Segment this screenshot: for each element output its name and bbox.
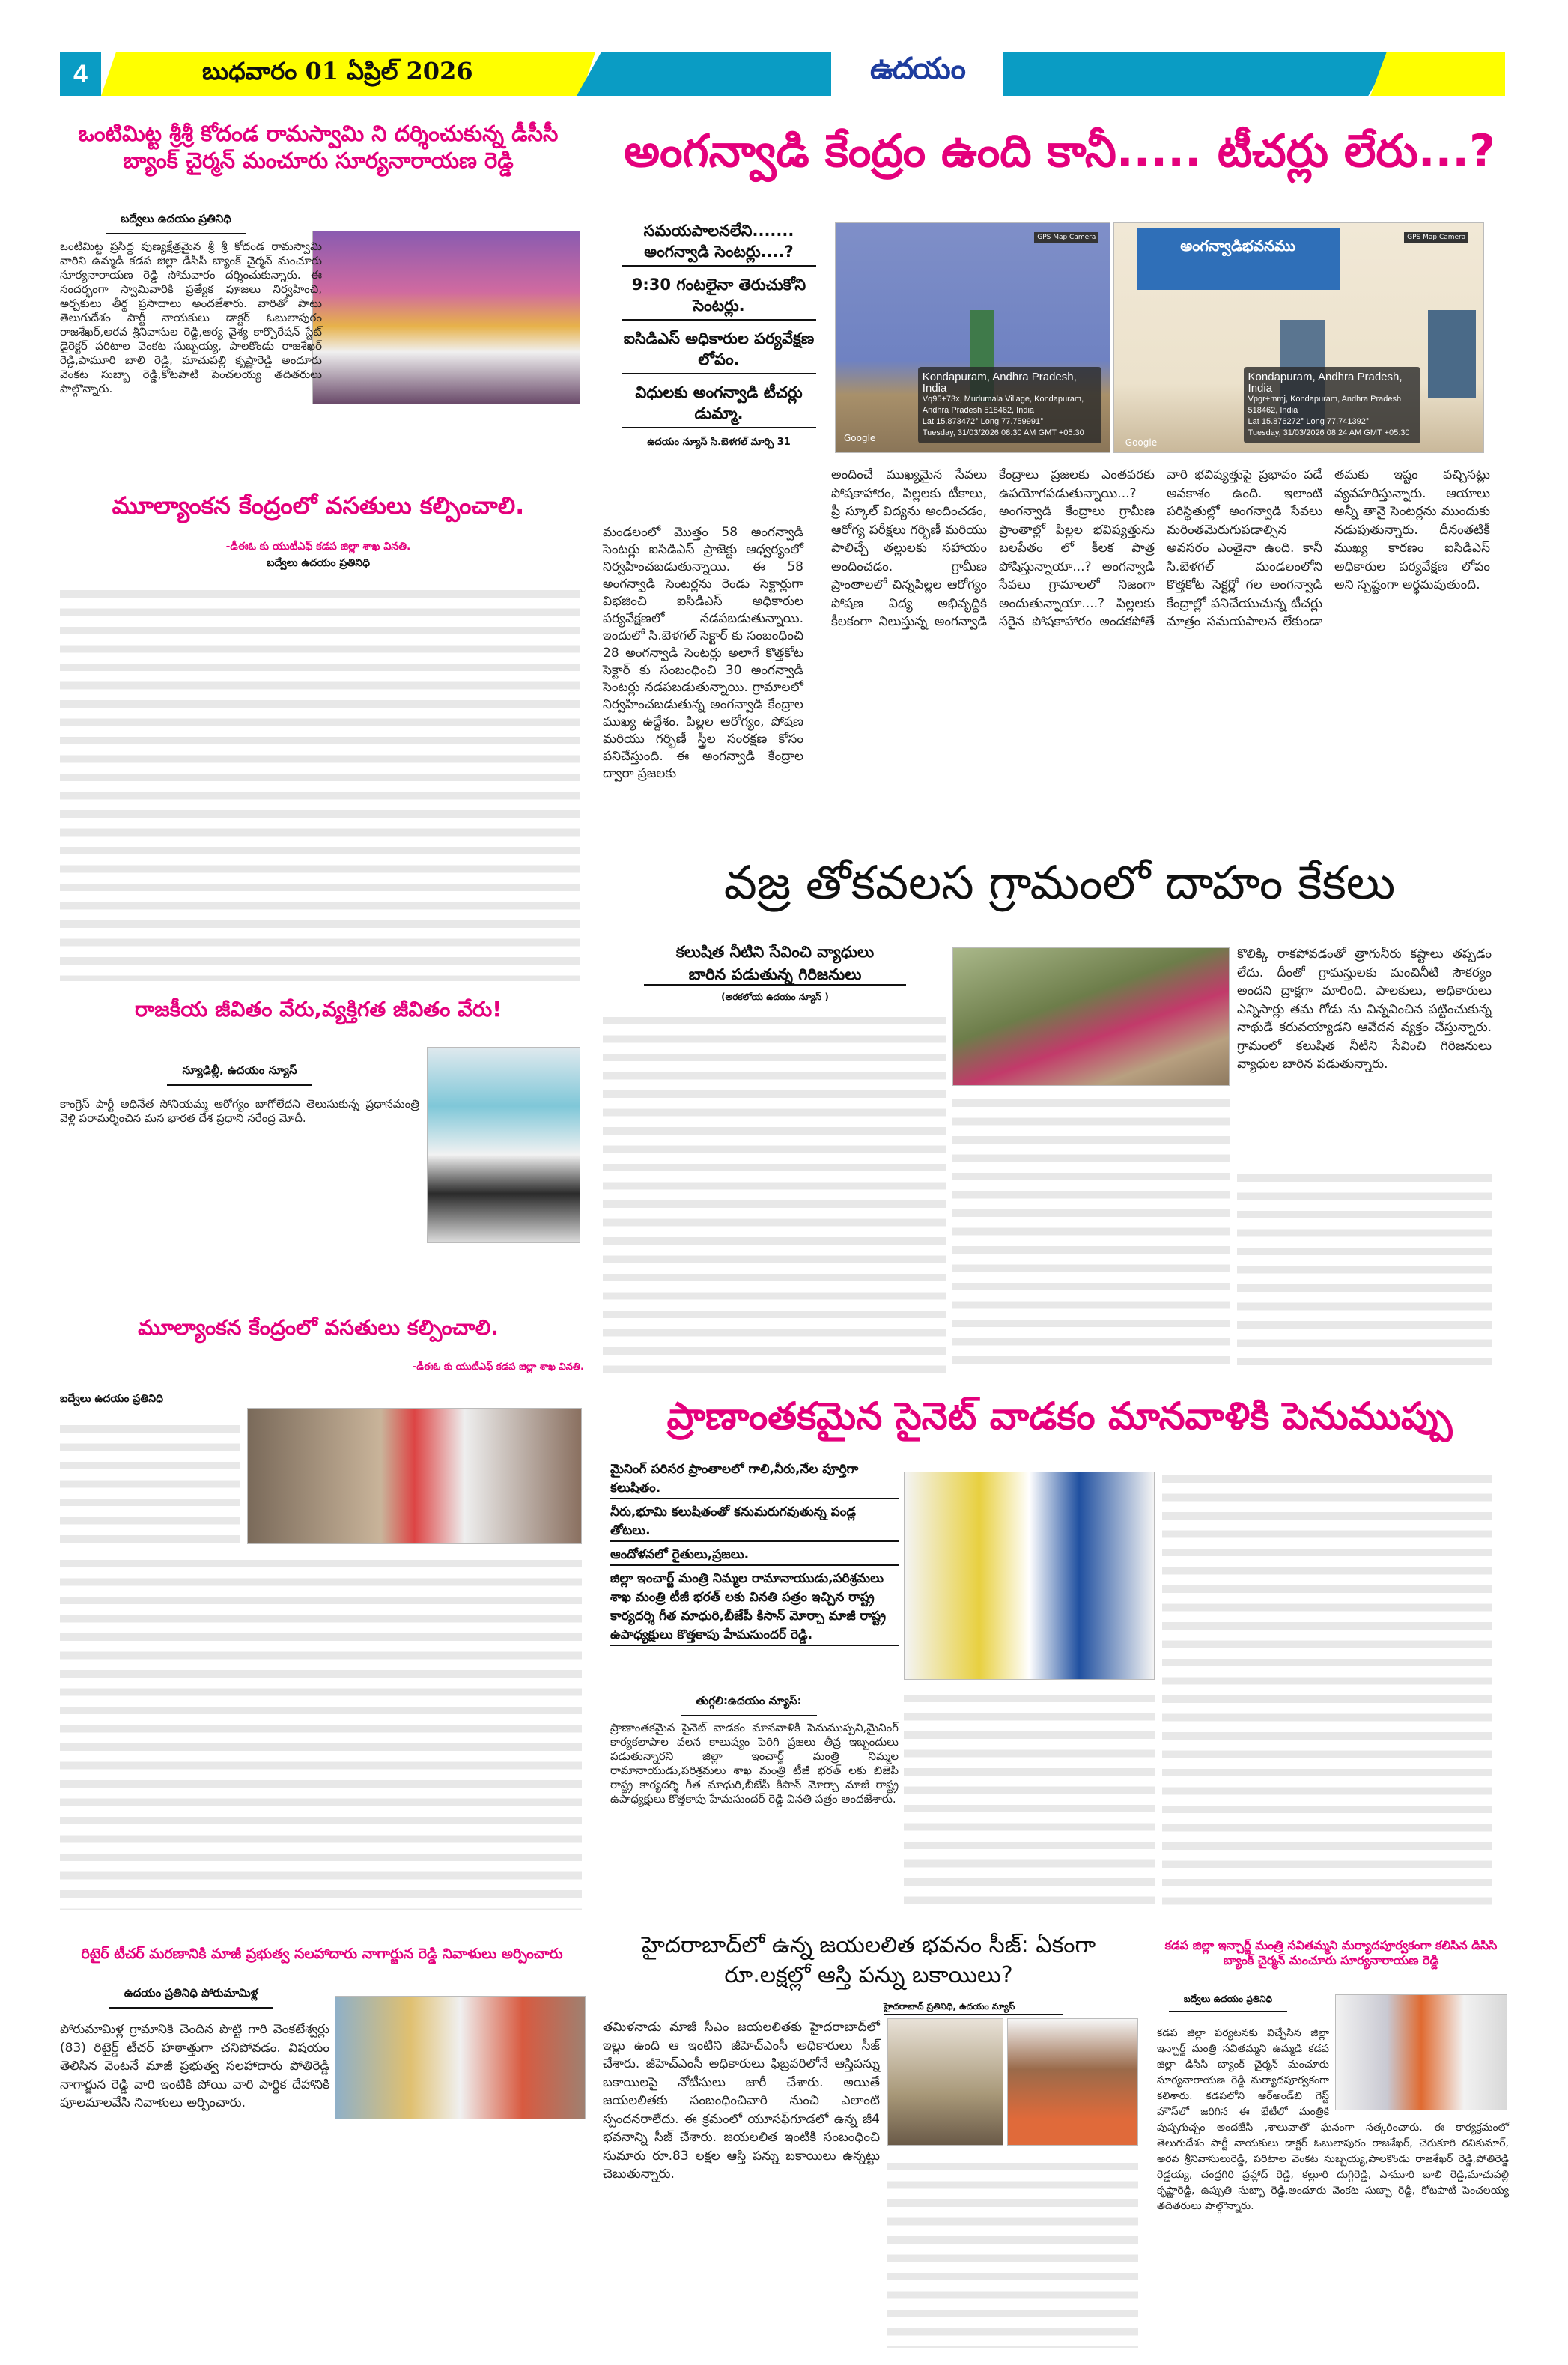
issue-date: బుధవారం 01 ఏప్రిల్ 2026 — [202, 57, 473, 85]
a1-headline: ఒంటిమిట్ట శ్రీశ్రీ కోదండ రామస్వామి ని దర్శించుకున్న డీసీసీ బ్యాంక్ చైర్మన్ మంచూరు సూర్యనారాయణ రెడ్డి — [78, 121, 559, 174]
map-label: Google — [843, 432, 876, 443]
main-body-col1: మండలంలో మొత్తం 58 అంగన్వాడి సెంటర్లు ఐసిడిఎస్ ప్రాజెక్టు ఆధ్వర్యంలో నిర్వహించబడుతున్నాయి. ఈ 58 అంగన్వాడి సెంటర్లను రెండు సెక్టార్లుగా విభజించి ఐసిడిఎస్ అధికారుల పర్యవేక్షణలో నడపబడుతున్నాయి. ఇందులో సి.బెళగల్ సెక్టార్ కు సంబంధించి 28 అంగన్వాడి సెంటర్లు అలాగే కొత్తకోట సెక్టార్ కు సంబంధించి 30 అంగన్వాడి సెంటర్లు నడపబడుతున్నాయి. గ్రామాలలో నిర్వహించబడుతున్న అంగన్వాడి కేంద్రాల ముఖ్య ఉద్దేశం. పిల్లల ఆరోగ్యం, పోషణ మరియు గర్భిణీ స్త్రీల సంరక్షణ కోసం పనిచేస్తుంది. ఈ అంగన్వాడి కేంద్రాల ద్వారా ప్రజలకు — [603, 525, 803, 781]
a2-body-text-block — [60, 584, 580, 981]
c-point: నీరు,భూమి కలుషితంతో కనుమరుగవుతున్న పండ్ల తోటలు. — [610, 1503, 899, 1542]
d-headline: హైదరాబాద్‌లో ఉన్న జయలలిత భవనం సీజ్: ఏకంగా రూ.లక్షల్లో ఆస్తి పన్ను బకాయిలు? — [641, 1932, 1096, 1988]
main-body-cols: అందించే ముఖ్యమైన సేవలు పోషకాహారం, పిల్లలకు టీకాలు, ప్రీ స్కూల్ విద్యను అందించడం, ఆరోగ్య పరీక్షలు గర్భిణీ మరియు పాలిచ్చే తల్లులకు సహాయం అందించడం. గ్రామీణ ప్రాంతాలలో చిన్నపిల్లల ఆరోగ్యం పోషణ విద్య అభివృద్ధికి కీలకంగా నిలుస్తున్న అంగన్వాడి కేంద్రాలు ప్రజలకు ఎంతవరకు ఉపయోగపడుతున్నాయి...? అంగన్వాడి కేంద్రాలు గ్రామీణ ప్రాంతాల్లో పిల్లల భవిష్యత్తును బలపేతం లో కీలక పాత్ర పోషిస్తున్నాయా...? అంగన్వాడి సేవలు గ్రామాలలో నిజంగా అందుతున్నాయా....? పిల్లలకు సరైన పోషకాహారం అందకపోతే వారి భవిష్యత్తుపై ప్రభావం పడే అవకాశం ఉంది. ఇలాంటి పరిస్థితుల్లో అంగన్వాడి సేవలు మరింతమెరుగుపడాల్సిన అవసరం ఎంతైనా ఉంది. కానీ సి.బెళగల్ మండలంలోని కొత్తకోట సెక్టర్లో గల అంగన్వాడి కేంద్రాల్లో పనిచేయుచున్న టీచర్లు మాత్రం సమయపాలన లేకుండా తమకు ఇష్టం వచ్చినట్లు వ్యవహరిస్తున్నారు. ఆయాలు అన్నీ తానై సెంటర్లను ముందుకు నడుపుతున్నారు. దీనంతటికీ ముఖ్య కారణం ఐసిడిఎస్ అధికారుల పర్యవేక్షణ లోపం అని స్పష్టంగా అర్థమవుతుంది. — [831, 467, 1490, 629]
window — [1428, 310, 1476, 397]
c-headline: ప్రాణాంతకమైన సైనెట్ వాడకం మానవాళికి పెనుముప్పు — [666, 1394, 1453, 1438]
anganwadi-sign: అంగన్వాడిభవనము — [1137, 228, 1340, 290]
page-number: 4 — [60, 52, 101, 96]
c-points — [610, 1460, 899, 1646]
a1-byline: బద్వేలు ఉదయం ప్రతినిధి — [52, 212, 300, 234]
a2-subline: -డీఈఓ కు యుటీఎఫ్ కడప జిల్లా శాఖ వినతి. — [225, 541, 411, 553]
b-subhead-1: కలుషిత నీటిని సేవించి వ్యాధులు — [675, 943, 875, 961]
a4-byline: బద్వేలు ఉదయం ప్రతినిధి — [60, 1393, 163, 1405]
e-byline: బద్వేలు ఉదయం ప్రతినిధి — [1157, 1994, 1299, 2012]
b-body-text-block-2 — [952, 1093, 1230, 1374]
c-point: జిల్లా ఇంచార్జ్ మంత్రి నిమ్మల రామానాయుడు,పరిశ్రమలు శాఖ మంత్రి టీజీ భరత్ లకు వినతి పత్రం ఇచ్చిన రాష్ట్ర కార్యదర్శి గీత మాధురి,బీజేపీ కిసాన్ మోర్చా మాజీ రాష్ట్ర ఉపాధ్యక్షులు కొత్తకాపు హేమసుందర్ రెడ్డి. — [610, 1570, 899, 1646]
anganwadi-photo-2 — [1113, 222, 1484, 453]
d-building-photo — [887, 2018, 1003, 2146]
c-point: ఆందోళనలో రైతులు,ప్రజలు. — [610, 1546, 899, 1566]
a3-byline: న్యూఢిల్లీ, ఉదయం న్యూస్ — [52, 1063, 427, 1086]
gps-overlay-2: Kondapuram, Andhra Pradesh, India Vpgr+mmj, Kondapuram, Andhra Pradesh 518462, India Lat 15.876272° Long 77.741392° Tuesday, 31/03/2026 08:24 AM GMT +05:30 — [1244, 367, 1421, 443]
c-body-text-block-2 — [1162, 1469, 1492, 1911]
subhead: సమయపాలనలేని....... అంగన్వాడి సెంటర్లు....? — [622, 217, 816, 267]
d-byline: హైదరాబాద్ ప్రతినిధి, ఉదయం న్యూస్ — [884, 2001, 1063, 2015]
a4-body-text-block — [60, 1419, 240, 1546]
a5-body: పోరుమామిళ్ల గ్రామానికి చెందిన పొట్టి గారి వెంకటేశ్వర్లు (83) రిటైర్డ్ టీచర్ హఠాత్తుగా చనిపోవడం. విషయం తెలిసిన వెంటనే మాజీ ప్రభుత్వ సలహాదారు పోతిరెడ్డి నాగార్జున రెడ్డి వారి ఇంటికి పోయి వారి పార్థిక దేహానికి పూలమాలవేసి నివాళులు అర్పించారు. — [60, 2022, 329, 2110]
main-headline: అంగన్వాడి కేంద్రం ఉంది కానీ..... టీచర్లు లేరు...? — [624, 125, 1495, 177]
d-body-text-block — [887, 2157, 1138, 2348]
anganwadi-photo-1 — [835, 222, 1110, 453]
a4-meeting-photo — [247, 1408, 582, 1544]
gps-badge: GPS Map Camera — [1034, 232, 1098, 243]
a3-body: కాంగ్రెస్ పార్టీ అధినేత సోనియమ్మ ఆరోగ్యం బాగోలేదని తెలుసుకున్న ప్రధానమంత్రి వెళ్లి పరామర్శించిన మన భారత దేశ ప్రధాని నరేంద్ర మోదీ. — [60, 1097, 419, 1125]
a2-headline: మూల్యాంకన కేంద్రంలో వసతులు కల్పించాలి. — [112, 491, 525, 520]
a3-headline: రాజకీయ జీవితం వేరు,వ్యక్తిగత జీవితం వేరు! — [135, 997, 502, 1021]
a1-body: ఒంటిమిట్ట ప్రసిద్ధ పుణ్యక్షేత్రమైన శ్రీ శ్రీ కోదండ రామస్వామి వారిని ఉమ్మడి కడప జిల్లా డీసీసీ బ్యాంక్ చైర్మన్ మంచూరు సూర్యనారాయణ రెడ్డి సోమవారం దర్శించుకున్నారు. ఈ సందర్భంగా స్వామివారికి ప్రత్యేక పూజలు నిర్వహించి, అర్చకులు తీర్థ ప్రసాదాలు అందజేశారు. వారితో పాటు తెలుగుదేశం పార్టీ నాయకులు డాక్టర్ ఓబులాపురం రాజశేఖర్,అరవ శ్రీనివాసుల రెడ్డి,ఆర్య వైశ్య కార్పొరేషన్ స్టేట్ డైరెక్టర్ పరిటాల వెంకట సుబ్బయ్య, పాలకొండు రాజశేఖర్ రెడ్డి,పామూరి బాలి రెడ్డి, మాచుపల్లి కృష్ణారెడ్డి అందూరు వెంకట సుబ్బా రెడ్డి,కోటపాటి పెంచలయ్య తదితరులు పాల్గొన్నారు. — [60, 240, 580, 408]
a4-body-text-block-2 — [60, 1554, 582, 1910]
subhead: ఐసిడిఎస్ అధికారుల పర్యవేక్షణ లోపం. — [622, 325, 816, 374]
c-body: ప్రాణాంతకమైన సైనెట్ వాడకం మానవాళికి పెనుముప్పని,మైనింగ్ కార్యకలాపాల వలన కాలుష్యం పెరిగి ప్రజలు తీవ్ర ఇబ్బందులు పడుతున్నారని జిల్లా ఇంచార్జ్ మంత్రి నిమ్మల రామానాయుడు,పరిశ్రమలు శాఖ మంత్రి టీజీ భరత్ లకు బిజెపి రాష్ట్ర కార్యదర్శి గీత మాధురి,బీజేపీ కిసాన్ మోర్చా మాజీ రాష్ట్ర ఉపాధ్యక్షులు కొత్తకాపు హేమసుందర్ రెడ్డి వినతి పత్రం అందజేశారు. — [610, 1721, 899, 1806]
subhead: 9:30 గంటలైనా తెరుచుకోని సెంటర్లు. — [622, 271, 816, 321]
photo-float — [322, 240, 580, 408]
a3-hospital-photo — [427, 1047, 580, 1243]
e-headline: కడప జిల్లా ఇన్చార్జ్ మంత్రి సవితమ్మని మర్యాదపూర్వకంగా కలిసిన డిసిసి బ్యాంక్ చైర్మన్ మంచూరు సూర్యనారాయణ రెడ్డి — [1164, 1938, 1498, 1967]
a5-tribute-photo — [335, 1996, 586, 2119]
d-body: తమిళనాడు మాజీ సీఎం జయలలితకు హైదరాబాద్‌లో ఇల్లు ఉంది ఆ ఇంటిని జీహెచ్ఎంసీ అధికారులు సీజ్ చేశారు. జీహెచ్ఎంసీ అధికారులు ఫిబ్రవరిలోనే ఆస్తిపన్ను బకాయిలపై నోటీసులు జారీ చేశారు. అయితే జయలలితకు సంబంధించివారి నుంచి ఎలాంటి స్పందనరాలేదు. ఈ క్రమంలో యూసఫ్‌గూడలో ఉన్న జీ4 భవనాన్ని సీజ్ చేశారు. జయలలిత ఇంటికి సంబంధించి సుమారు రూ.83 లక్షల ఆస్తి పన్ను బకాయిలు ఉన్నట్టు చెబుతున్నారు. — [603, 2020, 880, 2182]
c-point: మైనింగ్ పరిసర ప్రాంతాలలో గాలి,నీరు,నేల పూర్తిగా కలుషితం. — [610, 1460, 899, 1499]
subhead: విధులకు అంగన్వాడి టీచర్లు డుమ్మా. — [622, 379, 816, 428]
a4-headline: మూల్యాంకన కేంద్రంలో వసతులు కల్పించాలి. — [138, 1315, 499, 1340]
a4-subline: -డీఈఓ కు యుటీఎఫ్ కడప జిల్లా శాఖ వినతి. — [412, 1361, 584, 1373]
a5-byline: ఉదయం ప్రతినిధి పోరుమామిళ్ల — [52, 1986, 329, 2009]
c-memorandum-photo — [904, 1472, 1155, 1680]
d-jayalalitha-photo — [1007, 2018, 1138, 2146]
e-body: కడప జిల్లా పర్యటనకు విచ్చేసిన జిల్లా ఇన్చార్జ్ మంత్రి సవితమ్మని ఉమ్మడి కడప జిల్లా డిసిసి బ్యాంక్ చైర్మన్ మంచూరు సూర్యనారాయణ రెడ్డి మర్యాదపూర్వకంగా కలిశారు. కడపలోని ఆర్అండ్‌బి గెస్ట్ హౌస్‌లో జరిగిన ఈ భేటీలో మంత్రికి పుష్పగుచ్ఛం అందజేసి ,శాలువాతో ఘనంగా సత్కరించారు. ఈ కార్యక్రమంలో తెలుగుదేశం పార్టీ నాయకులు డాక్టర్ ఓబులాపురం రాజశేఖర్, చెరుకూరి రవికుమార్, అరవ శ్రీనివాసులురెడ్డి, పరిటాల వెంకట సుబ్బయ్య,పాలకొండు రాజశేఖర్ రెడ్డి,పోతిరెడ్డి రెడ్డయ్య, చంద్రగిరి ప్రహ్లాద్ రెడ్డి, కల్లూరి దుగ్గిరెడ్డి, పామూరి బాలి రెడ్డి,మాచుపల్లి కృష్ణారెడ్డి, ఉప్పుతి సుబ్బా రెడ్డి,అందూరు వెంకట సుబ్బా రెడ్డి, కోటపాటి పెంచలయ్య తదితరులు పాల్గొన్నారు. — [1157, 2027, 1509, 2212]
b-villagers-photo — [952, 947, 1230, 1086]
main-subheads — [622, 217, 816, 457]
main-byline: ఉదయం న్యూస్ సి.బెళగల్ మార్చి 31 — [647, 437, 791, 448]
gps-badge: GPS Map Camera — [1404, 232, 1468, 243]
b-byline: (అరకలోయ ఉదయం న్యూస్ ) — [721, 992, 829, 1002]
photo-float — [1329, 2026, 1509, 2114]
b-headline: వజ్ర తోకవలస గ్రామంలో దాహం కేకలు — [723, 855, 1396, 910]
b-subhead-2: బారిన పడుతున్న గిరిజనులు — [644, 965, 906, 986]
c-byline: తుగ్గలి:ఉదయం న్యూస్: — [603, 1694, 895, 1716]
a2-byline: బద్వేలు ఉదయం ప్రతినిధి — [267, 557, 370, 569]
header-band-yellow-right — [1370, 52, 1505, 96]
a5-headline: రిటైర్ టీచర్ మరణానికి మాజీ ప్రభుత్వ సలహాదారు నాగార్జున రెడ్డి నివాళులు అర్పించారు — [81, 1946, 563, 1962]
b-body: కొలిక్కి రాకపోవడంతో త్రాగునీరు కష్టాలు తప్పడం లేదు. దీంతో గ్రామస్తులకు మంచినీటి సౌకర్యం అందని ద్రాక్షగా మారింది. పాలకులు, అధికారులు ఎన్నిసార్లు తమ గోడు ను విన్నవించిన పట్టించుకున్న నాథుడే కరువయ్యాడని ఆవేదన వ్యక్తం చేస్తున్నారు. గ్రామంలో కలుషిత నీటిని సేవించి గిరిజనులు వ్యాధుల బారిన పడుతున్నారు. — [1237, 947, 1492, 1072]
map-label: Google — [1125, 437, 1158, 448]
b-body-text-block — [603, 1011, 946, 1374]
c-body-text-block — [904, 1689, 1155, 1913]
gps-overlay-1: Kondapuram, Andhra Pradesh, India Vq95+73x, Mudumala Village, Kondapuram, Andhra Pradesh 518462, India Lat 15.873472° Long 77.759991° Tuesday, 31/03/2026 08:30 AM GMT +05:30 — [918, 367, 1101, 443]
b-body-text-block-3 — [1237, 1168, 1492, 1374]
newspaper-logo: ఉదయం — [831, 49, 1003, 96]
